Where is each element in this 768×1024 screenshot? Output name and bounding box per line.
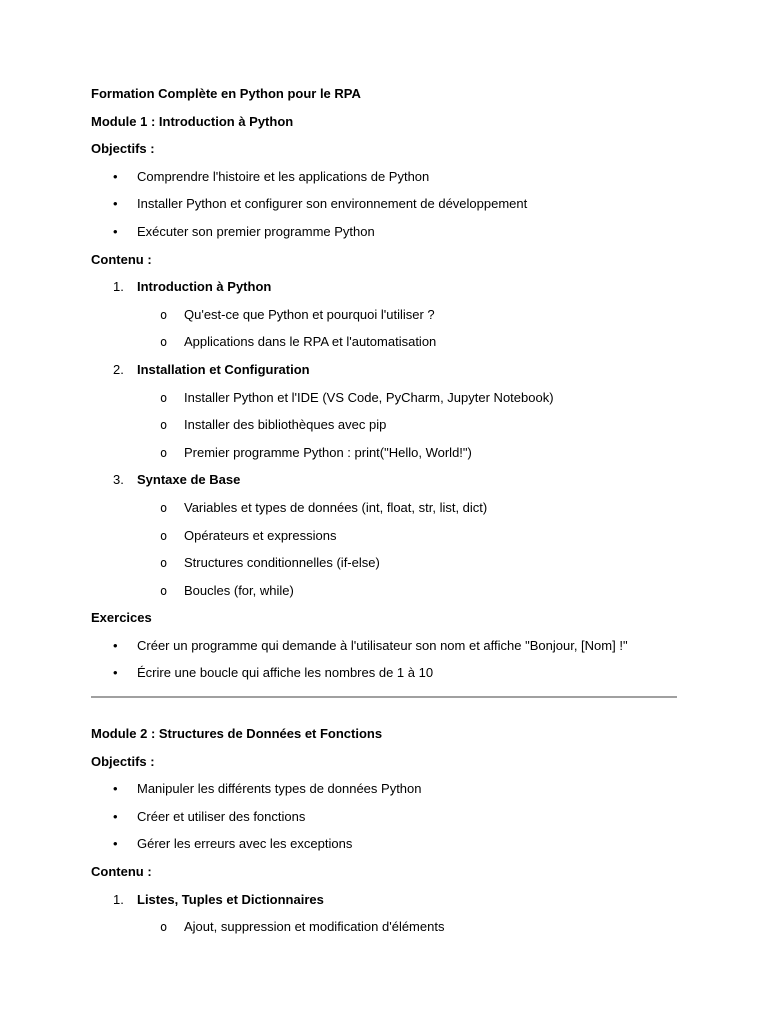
sub-list-item	[91, 526, 677, 554]
sub-list-item-text: Installer Python et l'IDE (VS Code, PyCharm, Jupyter Notebook)	[184, 389, 554, 405]
section-title: Listes, Tuples et Dictionnaires	[137, 891, 324, 907]
sub-bullet-marker: o	[160, 307, 168, 322]
list-item-text: Exécuter son premier programme Python	[137, 223, 375, 239]
list-item-text: Créer et utiliser des fonctions	[137, 808, 306, 824]
sub-list-item	[91, 553, 677, 581]
numbered-section	[91, 890, 677, 918]
sub-list-item-text: Variables et types de données (int, float, str, list, dict)	[184, 499, 488, 515]
bullet-marker: •	[113, 196, 118, 212]
list-item-text: Comprendre l'histoire et les applications de Python	[137, 168, 430, 184]
list-item	[91, 222, 677, 250]
section-title: Introduction à Python	[137, 279, 272, 295]
bullet-marker: •	[113, 637, 118, 653]
sub-bullet-marker: o	[160, 583, 168, 598]
horizontal-divider	[91, 696, 677, 698]
module-2-content-label: Contenu :	[91, 864, 152, 880]
numbered-section	[91, 277, 677, 305]
list-item	[91, 663, 677, 691]
sub-list-item	[91, 388, 677, 416]
module-2-objectives-label: Objectifs :	[91, 753, 155, 769]
bullet-marker: •	[113, 223, 118, 239]
sub-list-item	[91, 332, 677, 360]
bullet-marker: •	[113, 168, 118, 184]
sub-bullet-marker: o	[160, 335, 168, 350]
module-1-content-label: Contenu :	[91, 251, 152, 267]
module-2-heading: Module 2 : Structures de Données et Fonctions	[91, 726, 383, 742]
numbered-section	[91, 470, 677, 498]
sub-list-item-text: Premier programme Python : print("Hello, World!")	[184, 444, 472, 460]
module-1-objectives-label: Objectifs :	[91, 141, 155, 157]
sub-list-item	[91, 415, 677, 443]
section-title: Syntaxe de Base	[137, 472, 241, 488]
list-item-text: Écrire une boucle qui affiche les nombres de 1 à 10	[137, 665, 434, 681]
section-title: Installation et Configuration	[137, 361, 310, 377]
module-1-heading: Module 1 : Introduction à Python	[91, 113, 294, 129]
sub-list-item-text: Structures conditionnelles (if-else)	[184, 555, 380, 571]
list-item	[91, 779, 677, 807]
document-body	[91, 84, 677, 945]
bullet-marker: •	[113, 808, 118, 824]
sub-bullet-marker: o	[160, 920, 168, 935]
list-item	[91, 167, 677, 195]
sub-bullet-marker: o	[160, 418, 168, 433]
list-item-text: Installer Python et configurer son environnement de développement	[137, 196, 528, 212]
list-item-text: Manipuler les différents types de données Python	[137, 781, 422, 797]
sub-list-item	[91, 443, 677, 471]
sub-list-item-text: Boucles (for, while)	[184, 582, 294, 598]
list-item	[91, 834, 677, 862]
list-item-text: Gérer les erreurs avec les exceptions	[137, 836, 353, 852]
list-item	[91, 194, 677, 222]
section-number: 1.	[113, 891, 124, 907]
sub-list-item	[91, 305, 677, 333]
list-item	[91, 636, 677, 664]
sub-bullet-marker: o	[160, 390, 168, 405]
section-number: 3.	[113, 472, 124, 488]
list-item	[91, 807, 677, 835]
section-number: 2.	[113, 361, 124, 377]
bullet-marker: •	[113, 781, 118, 797]
list-item-text: Créer un programme qui demande à l'utilisateur son nom et affiche "Bonjour, [Nom] !"	[137, 637, 628, 653]
sub-list-item	[91, 917, 677, 945]
bullet-marker: •	[113, 665, 118, 681]
sub-list-item-text: Applications dans le RPA et l'automatisation	[184, 334, 437, 350]
sub-list-item	[91, 581, 677, 609]
bullet-marker: •	[113, 836, 118, 852]
sub-bullet-marker: o	[160, 528, 168, 543]
sub-bullet-marker: o	[160, 445, 168, 460]
numbered-section	[91, 360, 677, 388]
sub-bullet-marker: o	[160, 500, 168, 515]
module-1-exercises-label: Exercices	[91, 610, 152, 626]
sub-list-item-text: Installer des bibliothèques avec pip	[184, 417, 387, 433]
sub-list-item	[91, 498, 677, 526]
sub-list-item-text: Ajout, suppression et modification d'éléments	[184, 919, 445, 935]
sub-list-item-text: Opérateurs et expressions	[184, 527, 337, 543]
document-title: Formation Complète en Python pour le RPA	[91, 86, 361, 101]
sub-list-item-text: Qu'est-ce que Python et pourquoi l'utiliser ?	[184, 306, 435, 322]
section-number: 1.	[113, 279, 124, 295]
sub-bullet-marker: o	[160, 556, 168, 571]
